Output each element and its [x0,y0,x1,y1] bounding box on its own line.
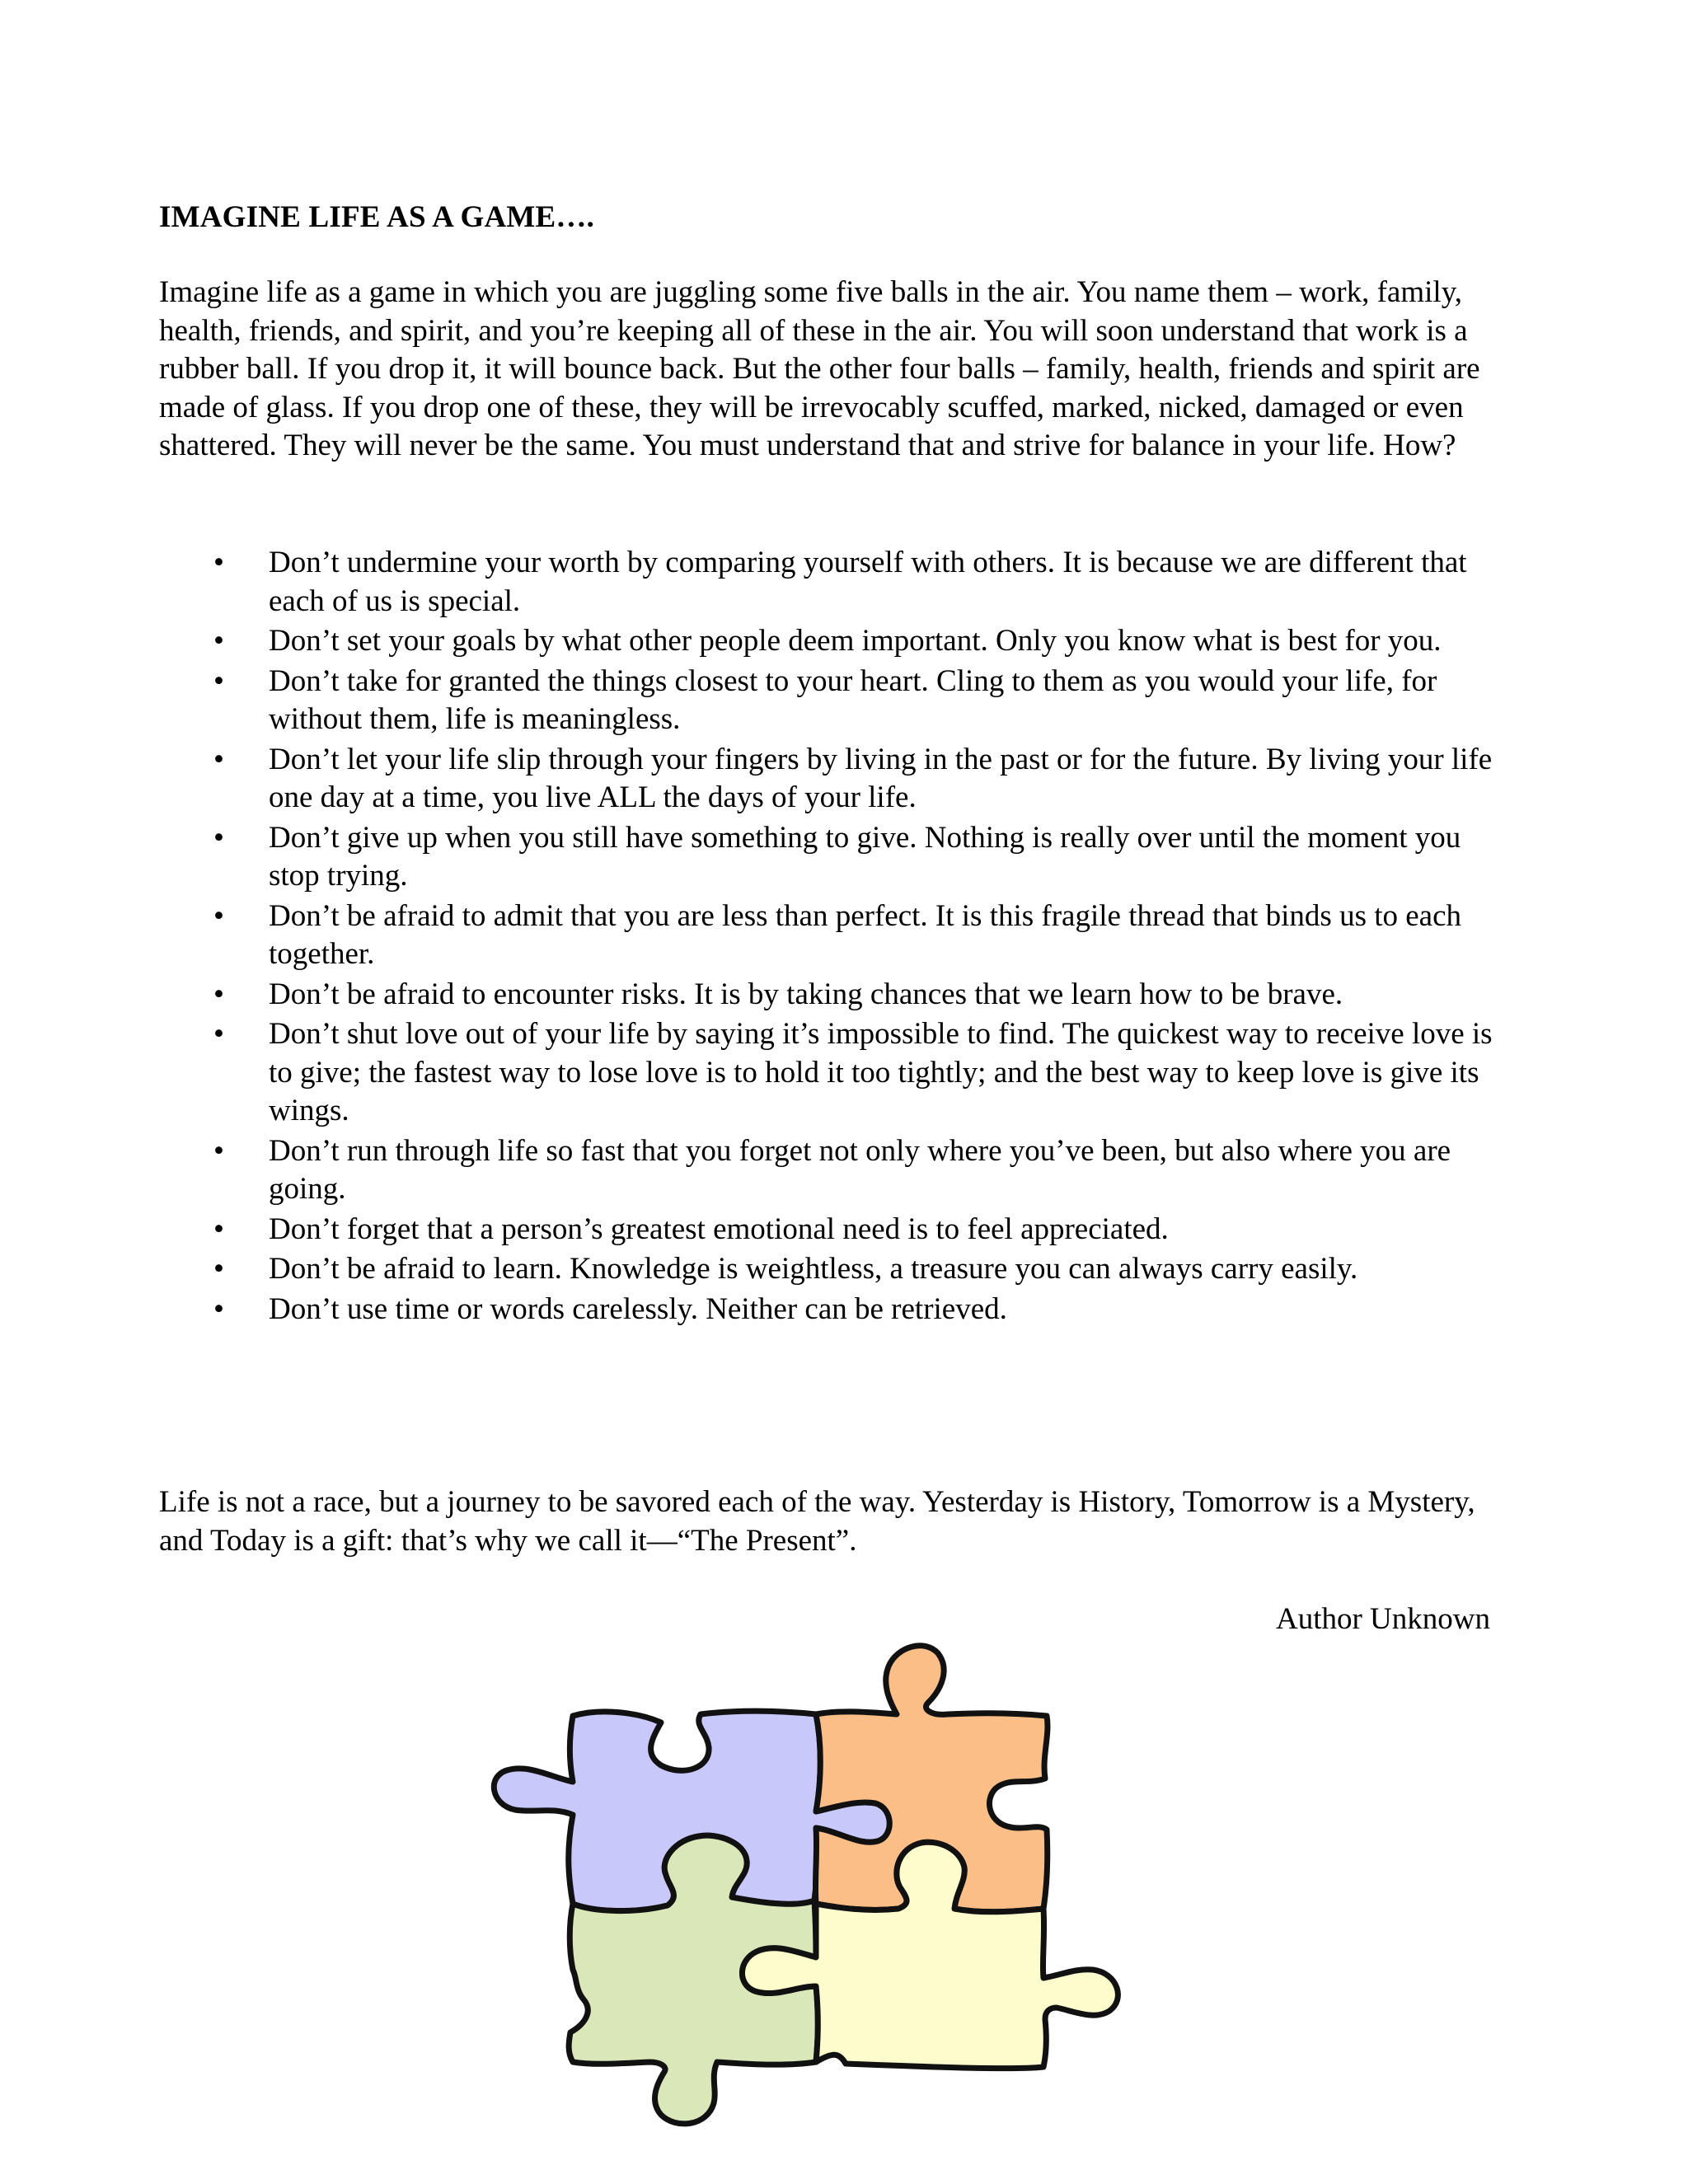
list-item: • Don’t set your goals by what other people deem important. Only you know what is best for you. [159,622,1511,661]
list-item: • Don’t forget that a person’s greatest emotional need is to feel appreciated. [159,1211,1511,1249]
list-item: • Don’t let your life slip through your fingers by living in the past or for the future. By living your life one day at a time, you live ALL the days of your life. [213,742,1493,814]
bullet-icon: • [213,1133,224,1168]
list-item: • Don’t be afraid to learn. Knowledge is weightless, a treasure you can always carry easily. [159,1250,1511,1289]
bullet-icon: • [213,1017,224,1051]
document-title: IMAGINE LIFE AS A GAME…. [159,200,595,234]
author-attribution: Author Unknown [1275,1602,1490,1636]
bullet-icon: • [213,1212,224,1246]
list-item: • Don’t shut love out of your life by saying it’s impossible to find. The quickest way to receive love is to give; the fastest way to lose love is to hold it too tightly; and the best way to keep love is give its wings. [213,1017,1493,1127]
list-item: • Don’t be afraid to admit that you are less than perfect. It is this fragile thread that binds us to each together. [213,898,1462,971]
bullet-icon: • [213,1291,224,1326]
advice-list [159,544,1511,1330]
bullet-icon: • [213,977,224,1011]
list-item: • Don’t use time or words carelessly. Neither can be retrieved. [159,1291,1511,1329]
list-item: • Don’t be afraid to encounter risks. It is by taking chances that we learn how to be brave. [159,976,1511,1015]
list-item: • Don’t undermine your worth by comparing yourself with others. It is because we are different that each of us is special. [213,546,1467,618]
list-item: • Don’t take for granted the things closest to your heart. Cling to them as you would your life, for without them, life is meaningless. [213,663,1437,736]
bullet-icon: • [213,663,224,698]
intro-paragraph: Imagine life as a game in which you are juggling some five balls in the air. You name them – work, family, health, friends, and spirit, and you’re keeping all of these in the air. You will soon understand that work is a rubber ball. If you drop it, it will bounce back. But the other four balls – family, health, friends and spirit are made of glass. If you drop one of these, they will be irrevocably scuffed, marked, nicked, damaged or even shattered. They will never be the same. You must understand that and strive for balance in your life. How? [159,275,1480,462]
bullet-icon: • [213,898,224,933]
bullet-icon: • [213,624,224,658]
bullet-icon: • [213,1252,224,1286]
bullet-icon: • [213,546,224,579]
closing-paragraph: Life is not a race, but a journey to be savored each of the way. Yesterday is History, Tomorrow is a Mystery, and Today is a gift: that’s why we call it—“The Present”. [159,1485,1475,1558]
puzzle-pieces-illustration [470,1624,1170,2135]
bullet-icon: • [213,742,224,776]
bullet-icon: • [213,820,224,855]
list-item: • Don’t give up when you still have something to give. Nothing is really over until the moment you stop trying. [213,820,1461,893]
list-item: • Don’t run through life so fast that you forget not only where you’ve been, but also where you are going. [213,1133,1451,1206]
